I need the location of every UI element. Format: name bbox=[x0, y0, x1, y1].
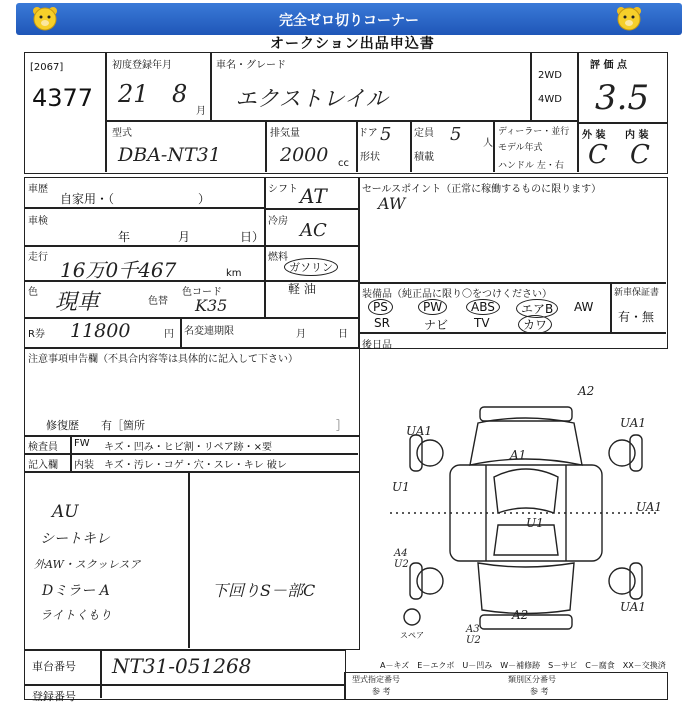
ext-label: 外 装 bbox=[582, 130, 606, 141]
equip-ps: PS bbox=[368, 299, 393, 315]
sales-point-value: AW bbox=[378, 194, 406, 213]
recycle-unit: 円 bbox=[164, 329, 174, 340]
engine-label: 排気量 bbox=[270, 128, 300, 139]
damage-mark-ua1-fl: UA1 bbox=[406, 424, 433, 438]
damage-mark-a1-windshield: A1 bbox=[510, 448, 527, 462]
damage-mark-u1-left: U1 bbox=[392, 480, 410, 494]
cooling-label: 冷房 bbox=[268, 216, 288, 227]
damage-legend: A－キズ E－エクボ U－凹み W－補修跡 S－サビ C－腐食 XX－交換済 bbox=[380, 661, 666, 670]
equip-tv: TV bbox=[474, 316, 490, 330]
grade-value: 3.5 bbox=[595, 78, 650, 118]
shift-label: シフト bbox=[268, 184, 298, 195]
equipment-label: 装備品（純正品に限り〇をつけください） bbox=[362, 289, 552, 300]
first-reg-label: 初度登録年月 bbox=[112, 60, 172, 71]
reference-label-2: 参 考 bbox=[530, 687, 549, 696]
color-code-value: K35 bbox=[195, 296, 228, 315]
equip-leather: カワ bbox=[518, 315, 552, 334]
shape-label: 形状 bbox=[360, 152, 380, 163]
reference-label-1: 参 考 bbox=[372, 687, 391, 696]
mileage-unit: km bbox=[226, 268, 242, 279]
registration-label: 登録番号 bbox=[32, 690, 76, 703]
new-warranty-label: 新車保証書 bbox=[614, 288, 660, 298]
doors-label: ドア bbox=[358, 128, 378, 139]
recycle-value: 11800 bbox=[70, 320, 131, 342]
doors-value: 5 bbox=[380, 124, 392, 145]
damage-mark-ua1-right: UA1 bbox=[636, 500, 663, 514]
mileage-value: 16万0千467 bbox=[60, 258, 177, 282]
lot-ref: [2067] bbox=[30, 62, 64, 73]
repair-label: 修復歴 有［箇所 bbox=[46, 419, 145, 432]
category-number-label: 類別区分番号 bbox=[508, 675, 556, 684]
shift-value: AT bbox=[300, 184, 327, 208]
capacity-unit: 人 bbox=[483, 138, 493, 149]
fuel-diesel: 軽 油 bbox=[288, 282, 316, 296]
banner-title: 完全ゼロ切りコーナー bbox=[279, 13, 419, 29]
dealer-label: ディーラー・並行 bbox=[498, 127, 570, 137]
inspection-label: 車検 bbox=[28, 216, 48, 227]
chassis-label: 車台番号 bbox=[32, 660, 76, 673]
color-code-label: 色コード bbox=[182, 287, 222, 298]
load-label: 積載 bbox=[414, 152, 434, 163]
post-items-label: 後日品 bbox=[362, 340, 392, 351]
bear-mascot-icon bbox=[30, 5, 60, 33]
inspector-fw: FW bbox=[74, 438, 90, 449]
spare-label: スペア bbox=[400, 631, 424, 640]
fuel-gasoline: ガソリン bbox=[284, 258, 338, 276]
entry-int-items: キズ・汚レ・コゲ・穴・スレ・キレ 破レ bbox=[104, 460, 287, 471]
first-reg-month-unit: 月 bbox=[196, 106, 206, 117]
equip-pw: PW bbox=[418, 299, 447, 315]
engine-unit: cc bbox=[338, 158, 349, 169]
damage-mark-u1-roof: U1 bbox=[526, 516, 544, 530]
handle-label: ハンドル 左・右 bbox=[498, 161, 564, 171]
damage-mark-a2-top: A2 bbox=[578, 384, 595, 398]
form-number-label: 型式指定番号 bbox=[352, 675, 400, 684]
entry-interior: 内装 bbox=[74, 460, 94, 471]
damage-mark-a3u2: A3 U2 bbox=[466, 624, 481, 646]
inspection-month: 月 bbox=[178, 230, 191, 244]
name-change-month: 月 bbox=[296, 329, 306, 340]
model-year-label: モデル年式 bbox=[498, 143, 543, 153]
mileage-label: 走行 bbox=[28, 252, 48, 263]
inspection-day: 日） bbox=[240, 230, 265, 244]
first-reg-year: 21 bbox=[118, 80, 149, 108]
cooling-value: AC bbox=[300, 220, 327, 241]
equip-abs: ABS bbox=[466, 299, 500, 315]
int-label: 内 装 bbox=[625, 130, 649, 141]
damage-mark-ua1-fr: UA1 bbox=[620, 416, 647, 430]
inspection-year: 年 bbox=[118, 230, 131, 244]
equip-airbag: エアB bbox=[516, 299, 558, 318]
inspector-note-5: ライトくもり bbox=[40, 608, 112, 622]
inspector-note-1: AU bbox=[52, 502, 79, 522]
equip-aw: AW bbox=[574, 300, 594, 314]
capacity-value: 5 bbox=[450, 124, 462, 145]
recycle-label: R券 bbox=[28, 329, 45, 340]
history-label: 車歴 bbox=[28, 184, 48, 195]
inspector-note-4: Dミラー A bbox=[42, 583, 110, 599]
fuel-label: 燃料 bbox=[268, 252, 288, 263]
repair-end: ］ bbox=[336, 419, 347, 432]
inspector-note-2: シートキレ bbox=[40, 531, 110, 547]
ext-grade: C bbox=[588, 140, 608, 170]
drive-2wd: 2WD bbox=[538, 70, 562, 81]
under-note: 下回りS－部C bbox=[212, 581, 316, 600]
lot-number: 4377 bbox=[32, 84, 94, 112]
color-label: 色 bbox=[28, 287, 38, 298]
color-value: 現車 bbox=[55, 290, 100, 315]
damage-mark-ua1-rr: UA1 bbox=[620, 600, 647, 614]
damage-mark-a2-rear: A2 bbox=[512, 608, 529, 622]
inspector-note-3: 外AW・スクッレスア bbox=[34, 558, 141, 571]
name-change-day: 日 bbox=[338, 329, 348, 340]
type-value: DBA-NT31 bbox=[118, 144, 221, 166]
capacity-label: 定員 bbox=[414, 128, 434, 139]
inspector-fw-items: キズ・凹み・ヒビ割・リペア跡・×要 bbox=[104, 442, 272, 453]
type-label: 型式 bbox=[112, 128, 132, 139]
new-warranty-value: 有・無 bbox=[618, 310, 655, 324]
bear-mascot-icon bbox=[614, 5, 644, 33]
history-value: 自家用・（ ） bbox=[60, 192, 211, 206]
model-name-label: 車名・グレード bbox=[216, 60, 286, 71]
model-name-value: エクストレイル bbox=[235, 87, 388, 112]
notes-label: 注意事項申告欄（不具合内容等は具体的に記入して下さい） bbox=[28, 354, 298, 365]
color-tone-label: 色替 bbox=[148, 296, 168, 307]
grade-label: 評 価 点 bbox=[590, 60, 627, 71]
equip-navi: ナビ bbox=[424, 318, 449, 332]
top-banner bbox=[16, 3, 682, 35]
entry-label: 記入欄 bbox=[28, 460, 58, 471]
damage-mark-a4u2: A4 U2 bbox=[394, 548, 409, 570]
drive-4wd: 4WD bbox=[538, 94, 562, 105]
equip-sr: SR bbox=[374, 316, 390, 330]
sales-point-label: セールスポイント（正常に稼働するものに限ります） bbox=[362, 184, 602, 195]
engine-value: 2000 bbox=[280, 144, 329, 166]
inspector-label: 検査員 bbox=[28, 442, 58, 453]
name-change-label: 名変連期限 bbox=[184, 326, 234, 337]
int-grade: C bbox=[630, 140, 650, 170]
form-title-partial: オークション出品申込書 bbox=[270, 36, 435, 52]
chassis-value: NT31-051268 bbox=[112, 654, 252, 678]
first-reg-month: 8 bbox=[172, 80, 188, 108]
